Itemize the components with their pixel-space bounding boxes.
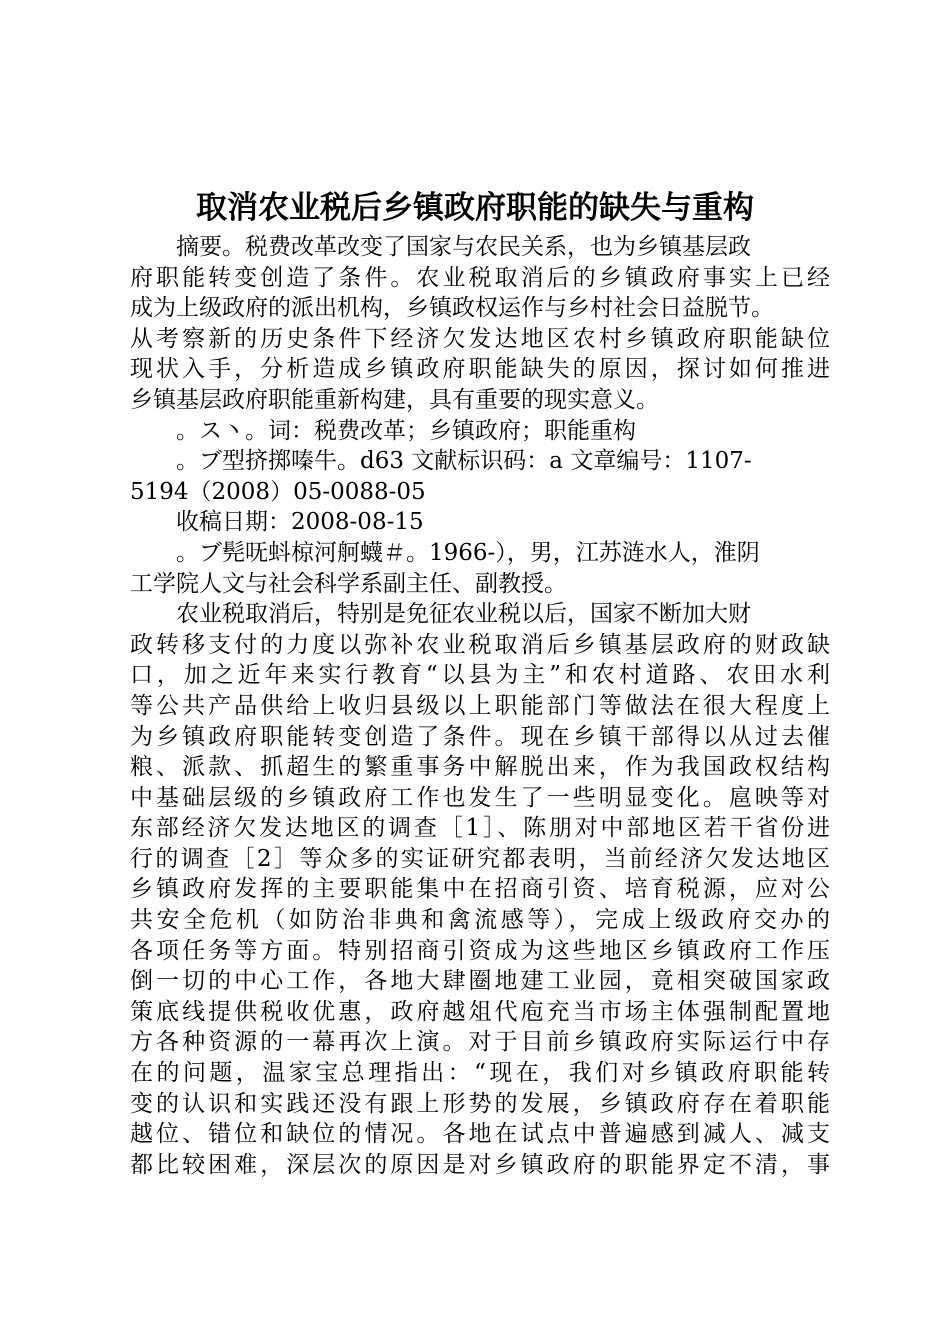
body-paragraph-line: 乡镇政府发挥的主要职能集中在招商引资、培育税源，应对公 bbox=[130, 876, 830, 903]
abstract-line: 府职能转变创造了条件。农业税取消后的乡镇政府事实上已经 bbox=[130, 264, 830, 291]
body-paragraph-line: 共安全危机（如防治非典和禽流感等），完成上级政府交办的 bbox=[130, 907, 830, 934]
abstract-line: 摘要。税费改革改变了国家与农民关系，也为乡镇基层政 bbox=[130, 234, 751, 260]
body-paragraph-line: 为乡镇政府职能转变创造了条件。现在乡镇干部得以从过去催 bbox=[130, 723, 830, 750]
classification-line: 。ブ型挤掷嗪牛。d63 文献标识码：a 文章编号：1107- bbox=[130, 448, 752, 475]
body-paragraph-line: 行的调查［2］等众多的实证研究都表明，当前经济欠发达地区 bbox=[130, 845, 830, 872]
body-paragraph-line: 等公共产品供给上收归县级以上职能部门等做法在很大程度上 bbox=[130, 692, 830, 719]
body-paragraph-line: 农业税取消后，特别是免征农业税以后，国家不断加大财 bbox=[130, 601, 751, 628]
abstract-line: 从考察新的历史条件下经济欠发达地区农村乡镇政府职能缺位 bbox=[130, 325, 830, 352]
body-paragraph-line: 都比较困难，深层次的原因是对乡镇政府的职能界定不清，事 bbox=[130, 1151, 830, 1178]
abstract-line: 成为上级政府的派出机构，乡镇政权运作与乡村社会日益脱节。 bbox=[130, 295, 774, 322]
body-paragraph-line: 在的问题，温家宝总理指出：“现在，我们对乡镇政府职能转 bbox=[130, 1060, 830, 1087]
keywords-line: 。ス丶。词：税费改革；乡镇政府；职能重构 bbox=[130, 417, 636, 444]
received-date-line: 收稿日期：2008-08-15 bbox=[130, 509, 424, 536]
body-paragraph-line: 方各种资源的一幕再次上演。对于目前乡镇政府实际运行中存 bbox=[130, 1029, 830, 1056]
author-bio-line: 。ブ髡呒蚪椋河舸蠛＃。1966-），男，江苏涟水人，淮阴 bbox=[130, 539, 760, 566]
abstract-line: 乡镇基层政府职能重新构建，具有重要的现实意义。 bbox=[130, 386, 659, 413]
document-body bbox=[130, 232, 830, 1180]
classification-line: 5194（2008）05-0088-05 bbox=[130, 478, 426, 505]
body-paragraph-line: 东部经济欠发达地区的调查［1］、陈朋对中部地区若干省份进 bbox=[130, 815, 830, 842]
body-paragraph-line: 倒一切的中心工作，各地大肆圈地建工业园，竟相突破国家政 bbox=[130, 968, 830, 995]
body-paragraph-line: 策底线提供税收优惠，政府越俎代庖充当市场主体强制配置地 bbox=[130, 998, 830, 1025]
abstract-line: 现状入手，分析造成乡镇政府职能缺失的原因，探讨如何推进 bbox=[130, 356, 830, 383]
body-paragraph-line: 越位、错位和缺位的情况。各地在试点中普遍感到减人、减支 bbox=[130, 1121, 830, 1148]
body-paragraph-line: 中基础层级的乡镇政府工作也发生了一些明显变化。扈映等对 bbox=[130, 784, 830, 811]
body-paragraph-line: 变的认识和实践还没有跟上形势的发展，乡镇政府存在着职能 bbox=[130, 1090, 830, 1117]
body-paragraph-line: 口，加之近年来实行教育“以县为主”和农村道路、农田水利 bbox=[130, 662, 830, 689]
author-bio-line: 工学院人文与社会科学系副主任、副教授。 bbox=[130, 570, 567, 597]
body-paragraph-line: 粮、派款、抓超生的繁重事务中解脱出来，作为我国政权结构 bbox=[130, 754, 830, 781]
document-title: 取消农业税后乡镇政府职能的缺失与重构 bbox=[196, 190, 754, 226]
body-paragraph-line: 政转移支付的力度以弥补农业税取消后乡镇基层政府的财政缺 bbox=[130, 631, 830, 658]
body-paragraph-line: 各项任务等方面。特别招商引资成为这些地区乡镇政府工作压 bbox=[130, 937, 830, 964]
